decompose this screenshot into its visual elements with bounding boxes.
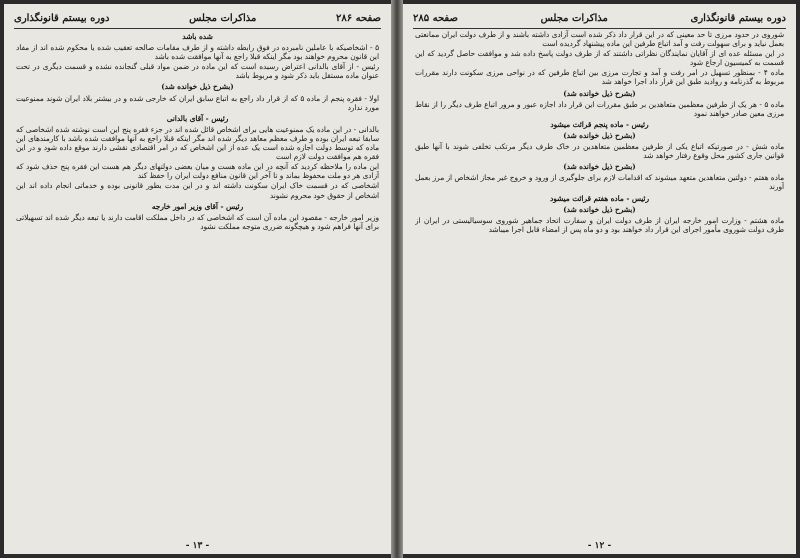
paragraph: رئیس - ماده پنجم قرائت میشود [550, 119, 649, 129]
left-page-number-label: صفحه ۲۸۶ [336, 12, 381, 24]
left-page [4, 4, 391, 554]
paragraph: ماده ۵ - هر یک از طرفین معظمین متعاهدین بر طبق مقررات این قرار داد اجازه عبور و مرور اتباع طرف دیگر را از نقاط مرزی معین صادر خواهند نمود [415, 99, 784, 118]
paragraph: این ماده را ملاحظه کردید که آنچه در این ماده هست و میان بعضی دولتهای دیگر هم هست این فقره پنج حذف شود که آزادی هر دو ملت محفوظ بماند و تا آخر این قانون منافع دولت ایران را حفظ کند [16, 162, 379, 181]
left-page-footer-number: - ۱۳ - [185, 541, 210, 551]
paragraph: (بشرح ذیل خوانده شد) [563, 204, 636, 214]
right-page-number-label: صفحه ۲۸۵ [413, 12, 458, 24]
right-page-header [413, 10, 786, 29]
right-page-footer-number: - ۱۲ - [587, 541, 612, 551]
book-gutter [391, 0, 403, 558]
paragraph: (بشرح ذیل خوانده شد) [563, 88, 636, 98]
paragraph: بالدانی - در این ماده یک ممنوعیت هایی برای اشخاص قائل شده اند در جزء فقره پنج این است نوشته شده اشخاصی که سابقا تبعه ایران بوده و طرف معظم معاهد دیگر شده اند مگر اینکه قبلا راجع به آنها موافقت شده باشد با کارمندهای این ماده که توسط دولت اجازه شده است یک عده از این اشخاص که در امر اقتصادی نقشی دارند موقع داده شود و در این فقره هم موافقت دولت لازم است [16, 124, 379, 162]
left-page-header [14, 10, 381, 29]
left-page-body [16, 30, 379, 538]
paragraph: ماده هشتم - وزارت امور خارجه ایران از طرف دولت ایران و سفارت اتحاد جماهیر شوروی سوسیالیستی در ایران از طرف دولت شوروی مأمور اجرای این قرار داد خواهند بود و دو ماه پس از امضاء قابل اجرا میباشد [415, 215, 784, 234]
paragraph: شوروی در حدود مرزی تا حد معینی که در این قرار داد ذکر شده است آزادی داشته باشند و از طرف دولت ایران ممانعتی بعمل نیاید و برای سهولت رفت و آمد اتباع طرفین این ماده پیشنهاد گردیده است [415, 30, 784, 49]
paragraph: رئیس - از آقای بالدانی اعتراض رسیده است که این ماده در ضمن مواد قبلی گنجانده نشده و قسمت دیگری در تحت عنوان ماده مستقل باید ذکر شود و مربوط باشد [16, 62, 379, 81]
left-page-session-label: دوره بیستم قانونگذاری [14, 12, 110, 24]
paragraph: وزیر امور خارجه - مقصود این ماده آن است که اشخاصی که در داخل مملکت اقامت دارند یا تبعه دیگر شده اند تسهیلاتی برای آنها فراهم شود و هیچگونه ضرری متوجه مملکت نشود [16, 212, 379, 231]
paragraph: ماده هفتم - دولتین متعاهدین متعهد میشوند که اقدامات لازم برای جلوگیری از ورود و خروج غیر مجاز اشخاص از مرز بعمل آورند [415, 173, 784, 192]
right-page-title: مذاکرات مجلس [540, 12, 608, 24]
paragraph: ۵ - اشخاصیکه با عاملین نامبرده در فوق رابطه داشته و از طرف مقامات صالحه تعقیب شده یا محکوم شده اند از مفاد این قانون محروم خواهند بود مگر اینکه قبلا راجع به آنها موافقت شده باشد [16, 43, 379, 62]
paragraph: رئیس - آقای بالدانی [166, 113, 229, 123]
paragraph: ماده شش - در صورتیکه اتباع یکی از طرفین معظمین متعاهدین در خاک طرف دیگر مرتکب تخلفی شوند با آنها طبق قوانین جاری کشور محل وقوع رفتار خواهد شد [415, 142, 784, 161]
right-page-session-label: دوره بیستم قانونگذاری [690, 12, 786, 24]
paragraph: رئیس - ماده هفتم قرائت میشود [550, 193, 649, 203]
paragraph: در این مسئله عده ای از آقایان نمایندگان نظراتی داشتند که از طرف دولت پاسخ داده شد و موافقت حاصل گردید که این قسمت به کمیسیون ارجاع شود [415, 49, 784, 68]
left-page-title: مذاکرات مجلس [189, 12, 257, 24]
paragraph: رئیس - آقای وزیر امور خارجه [151, 201, 244, 211]
paragraph: (بشرح ذیل خوانده شد) [563, 130, 636, 140]
paragraph: (بشرح ذیل خوانده شد) [563, 162, 636, 172]
paragraph: (بشرح ذیل خوانده شد) [161, 82, 234, 92]
right-page-body [415, 30, 784, 538]
right-page [403, 4, 796, 554]
paragraph: اشخاصی که در قسمت خاک ایران سکونت داشته اند و در این مدت بطور قانونی بوده و خدماتی انجام داده اند این اشخاص از حقوق خود محروم نشوند [16, 181, 379, 200]
paragraph: ماده ۴ - بمنظور تسهیل در امر رفت و آمد و تجارت مرزی بین اتباع طرفین که در نواحی مرزی سکونت دارند مقررات مربوط به گذرنامه و روادید طبق این قرار داد اجرا خواهد شد [415, 68, 784, 87]
paragraph: شده باشد [182, 32, 213, 41]
paragraph: اولا - فقره پنجم از ماده ۵ که از قرار داد راجع به اتباع سابق ایران که خارجی شده و در بیشتر بلاد ایران شوند ممنوعیت مورد ندارد [16, 93, 379, 112]
